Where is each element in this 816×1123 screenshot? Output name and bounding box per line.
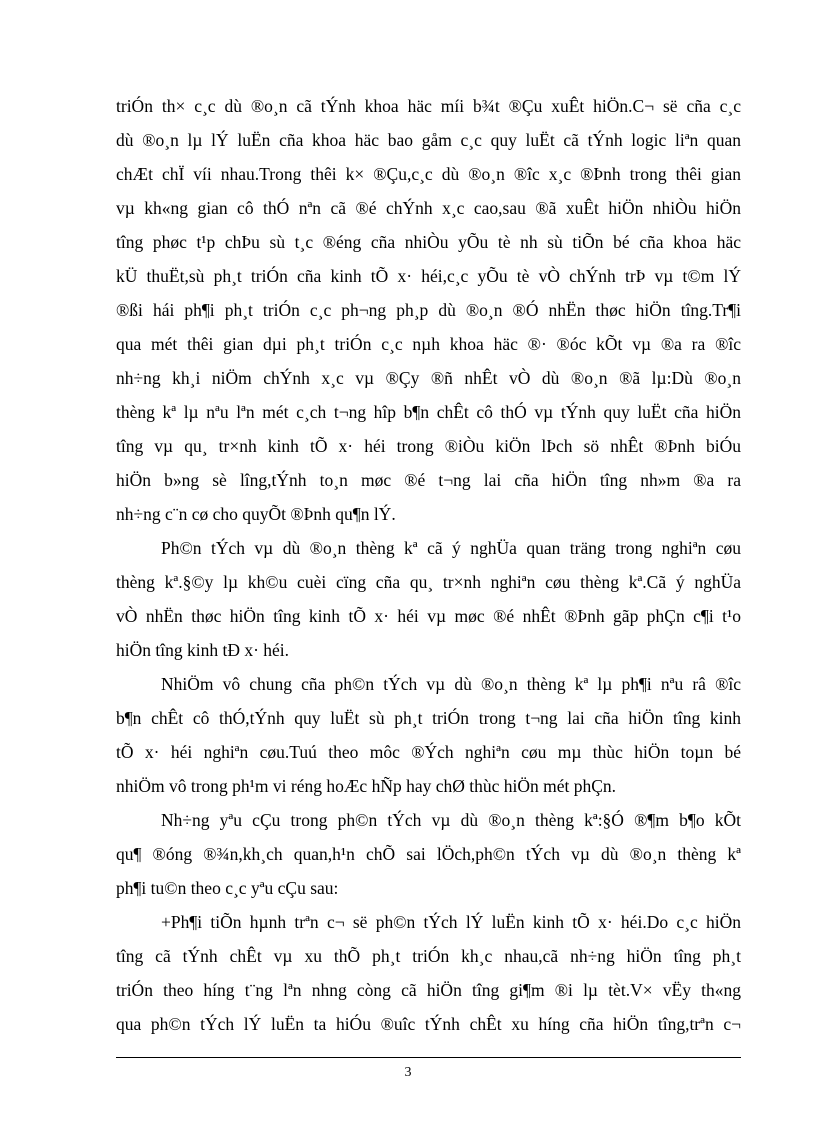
footer-divider <box>116 1057 741 1058</box>
body-text-line: tÕ x· héi nghiªn cøu.Tuú theo môc ®Ých nghiªn cøu mµ thùc hiÖn toµn bé <box>116 742 741 762</box>
body-text-line: nh÷ng c¨n cø cho quyÕt ®Þnh qu¶n lÝ. <box>116 504 396 524</box>
paragraph-first-line: NhiÖm vô chung cña ph©n tÝch vµ dù ®o¸n thèng kª lµ ph¶i nªu râ ®îc <box>161 674 741 694</box>
body-text-line: hiÖn b»ng sè lîng,tÝnh to¸n møc ®é t¬ng lai cña hiÖn tîng nh»m ®a ra <box>116 470 741 490</box>
body-text-line: dù ®o¸n lµ lÝ luËn cña khoa häc bao gåm c¸c quy luËt cã tÝnh logic liªn quan <box>116 130 741 150</box>
body-text-line: tîng vµ qu¸ tr×nh kinh tÕ x· héi trong ®iÒu kiÖn lÞch sö nhÊt ®Þnh biÓu <box>116 436 741 456</box>
body-text-line: ®ßi hái ph¶i ph¸t triÓn c¸c ph¬ng ph¸p dù ®o¸n ®Ó nhËn thøc hiÖn tîng.Tr¶i <box>116 300 741 320</box>
page-number: 3 <box>404 1065 412 1080</box>
paragraph-first-line: +Ph¶i tiÕn hµnh trªn c¬ së ph©n tÝch lÝ luËn kinh tÕ x· héi.Do c¸c hiÖn <box>161 912 741 932</box>
body-text-line: qu¶ ®óng ®¾n,kh¸ch quan,h¹n chÕ sai lÖch,ph©n tÝch vµ dù ®o¸n thèng kª <box>116 844 741 864</box>
body-text-line: thèng kª lµ nªu lªn mét c¸ch t¬ng hîp b¶n chÊt cô thÓ vµ tÝnh quy luËt cña hiÖn <box>116 402 741 422</box>
body-text-line: ph¶i tu©n theo c¸c yªu cÇu sau: <box>116 878 339 898</box>
paragraph-first-line: Ph©n tÝch vµ dù ®o¸n thèng kª cã ý nghÜa quan träng trong nghiªn cøu <box>161 538 741 558</box>
body-text-line: nh÷ng kh¸i niÖm chÝnh x¸c vµ ®Çy ®ñ nhÊt vÒ dù ®o¸n ®ã lµ:Dù ®o¸n <box>116 368 741 388</box>
paragraph-first-line: Nh÷ng yªu cÇu trong ph©n tÝch vµ dù ®o¸n thèng kª:§Ó ®¶m b¶o kÕt <box>161 810 741 830</box>
body-text-line: tîng cã tÝnh chÊt vµ xu thÕ ph¸t triÓn kh¸c nhau,cã nh÷ng hiÖn tîng ph¸t <box>116 946 741 966</box>
body-text-line: qua mét thêi gian dµi ph¸t triÓn c¸c nµh khoa häc ®· ®óc kÕt vµ ®a ra ®îc <box>116 334 741 354</box>
body-text-line: qua ph©n tÝch lÝ luËn ta hiÓu ®uîc tÝnh chÊt xu híng cña hiÖn tîng,trªn c¬ <box>116 1014 741 1034</box>
body-text-line: b¶n chÊt cô thÓ,tÝnh quy luËt sù ph¸t triÓn trong t¬ng lai cña hiÖn tîng kinh <box>116 708 741 728</box>
body-text-line: vÒ nhËn thøc hiÖn tîng kinh tÕ x· héi vµ møc ®é nhÊt ®Þnh gãp phÇn c¶i t¹o <box>116 606 741 626</box>
body-text-line: chÆt chÏ víi nhau.Trong thêi k× ®Çu,c¸c dù ®o¸n ®îc x¸c ®Þnh trong thêi gian <box>116 164 741 184</box>
body-text-line: triÓn theo híng t¨ng lªn nhng còng cã hiÖn tîng gi¶m ®i lµ tèt.V× vËy th«ng <box>116 980 741 1000</box>
body-text-line: tîng phøc t¹p chÞu sù t¸c ®éng cña nhiÒu yÕu tè nh sù tiÕn bé cña khoa häc <box>116 232 741 252</box>
body-text-line: kÜ thuËt,sù ph¸t triÓn cña kinh tÕ x· héi,c¸c yÕu tè vÒ chÝnh trÞ vµ t©m lÝ <box>116 266 741 286</box>
body-text-line: triÓn th× c¸c dù ®o¸n cã tÝnh khoa häc míi b¾t ®Çu xuÊt hiÖn.C¬ së cña c¸c <box>116 96 741 116</box>
body-text-line: hiÖn tîng kinh tÐ x· héi. <box>116 640 290 660</box>
body-text-line: nhiÖm vô trong ph¹m vi réng hoÆc hÑp hay chØ thùc hiÖn mét phÇn. <box>116 776 617 796</box>
body-text-line: vµ kh«ng gian cô thÓ nªn cã ®é chÝnh x¸c cao,sau ®ã xuÊt hiÖn nhiÒu hiÖn <box>116 198 741 218</box>
body-text-line: thèng kª.§©y lµ kh©u cuèi cïng cña qu¸ tr×nh nghiªn cøu thèng kª.Cã ý nghÜa <box>116 572 741 592</box>
